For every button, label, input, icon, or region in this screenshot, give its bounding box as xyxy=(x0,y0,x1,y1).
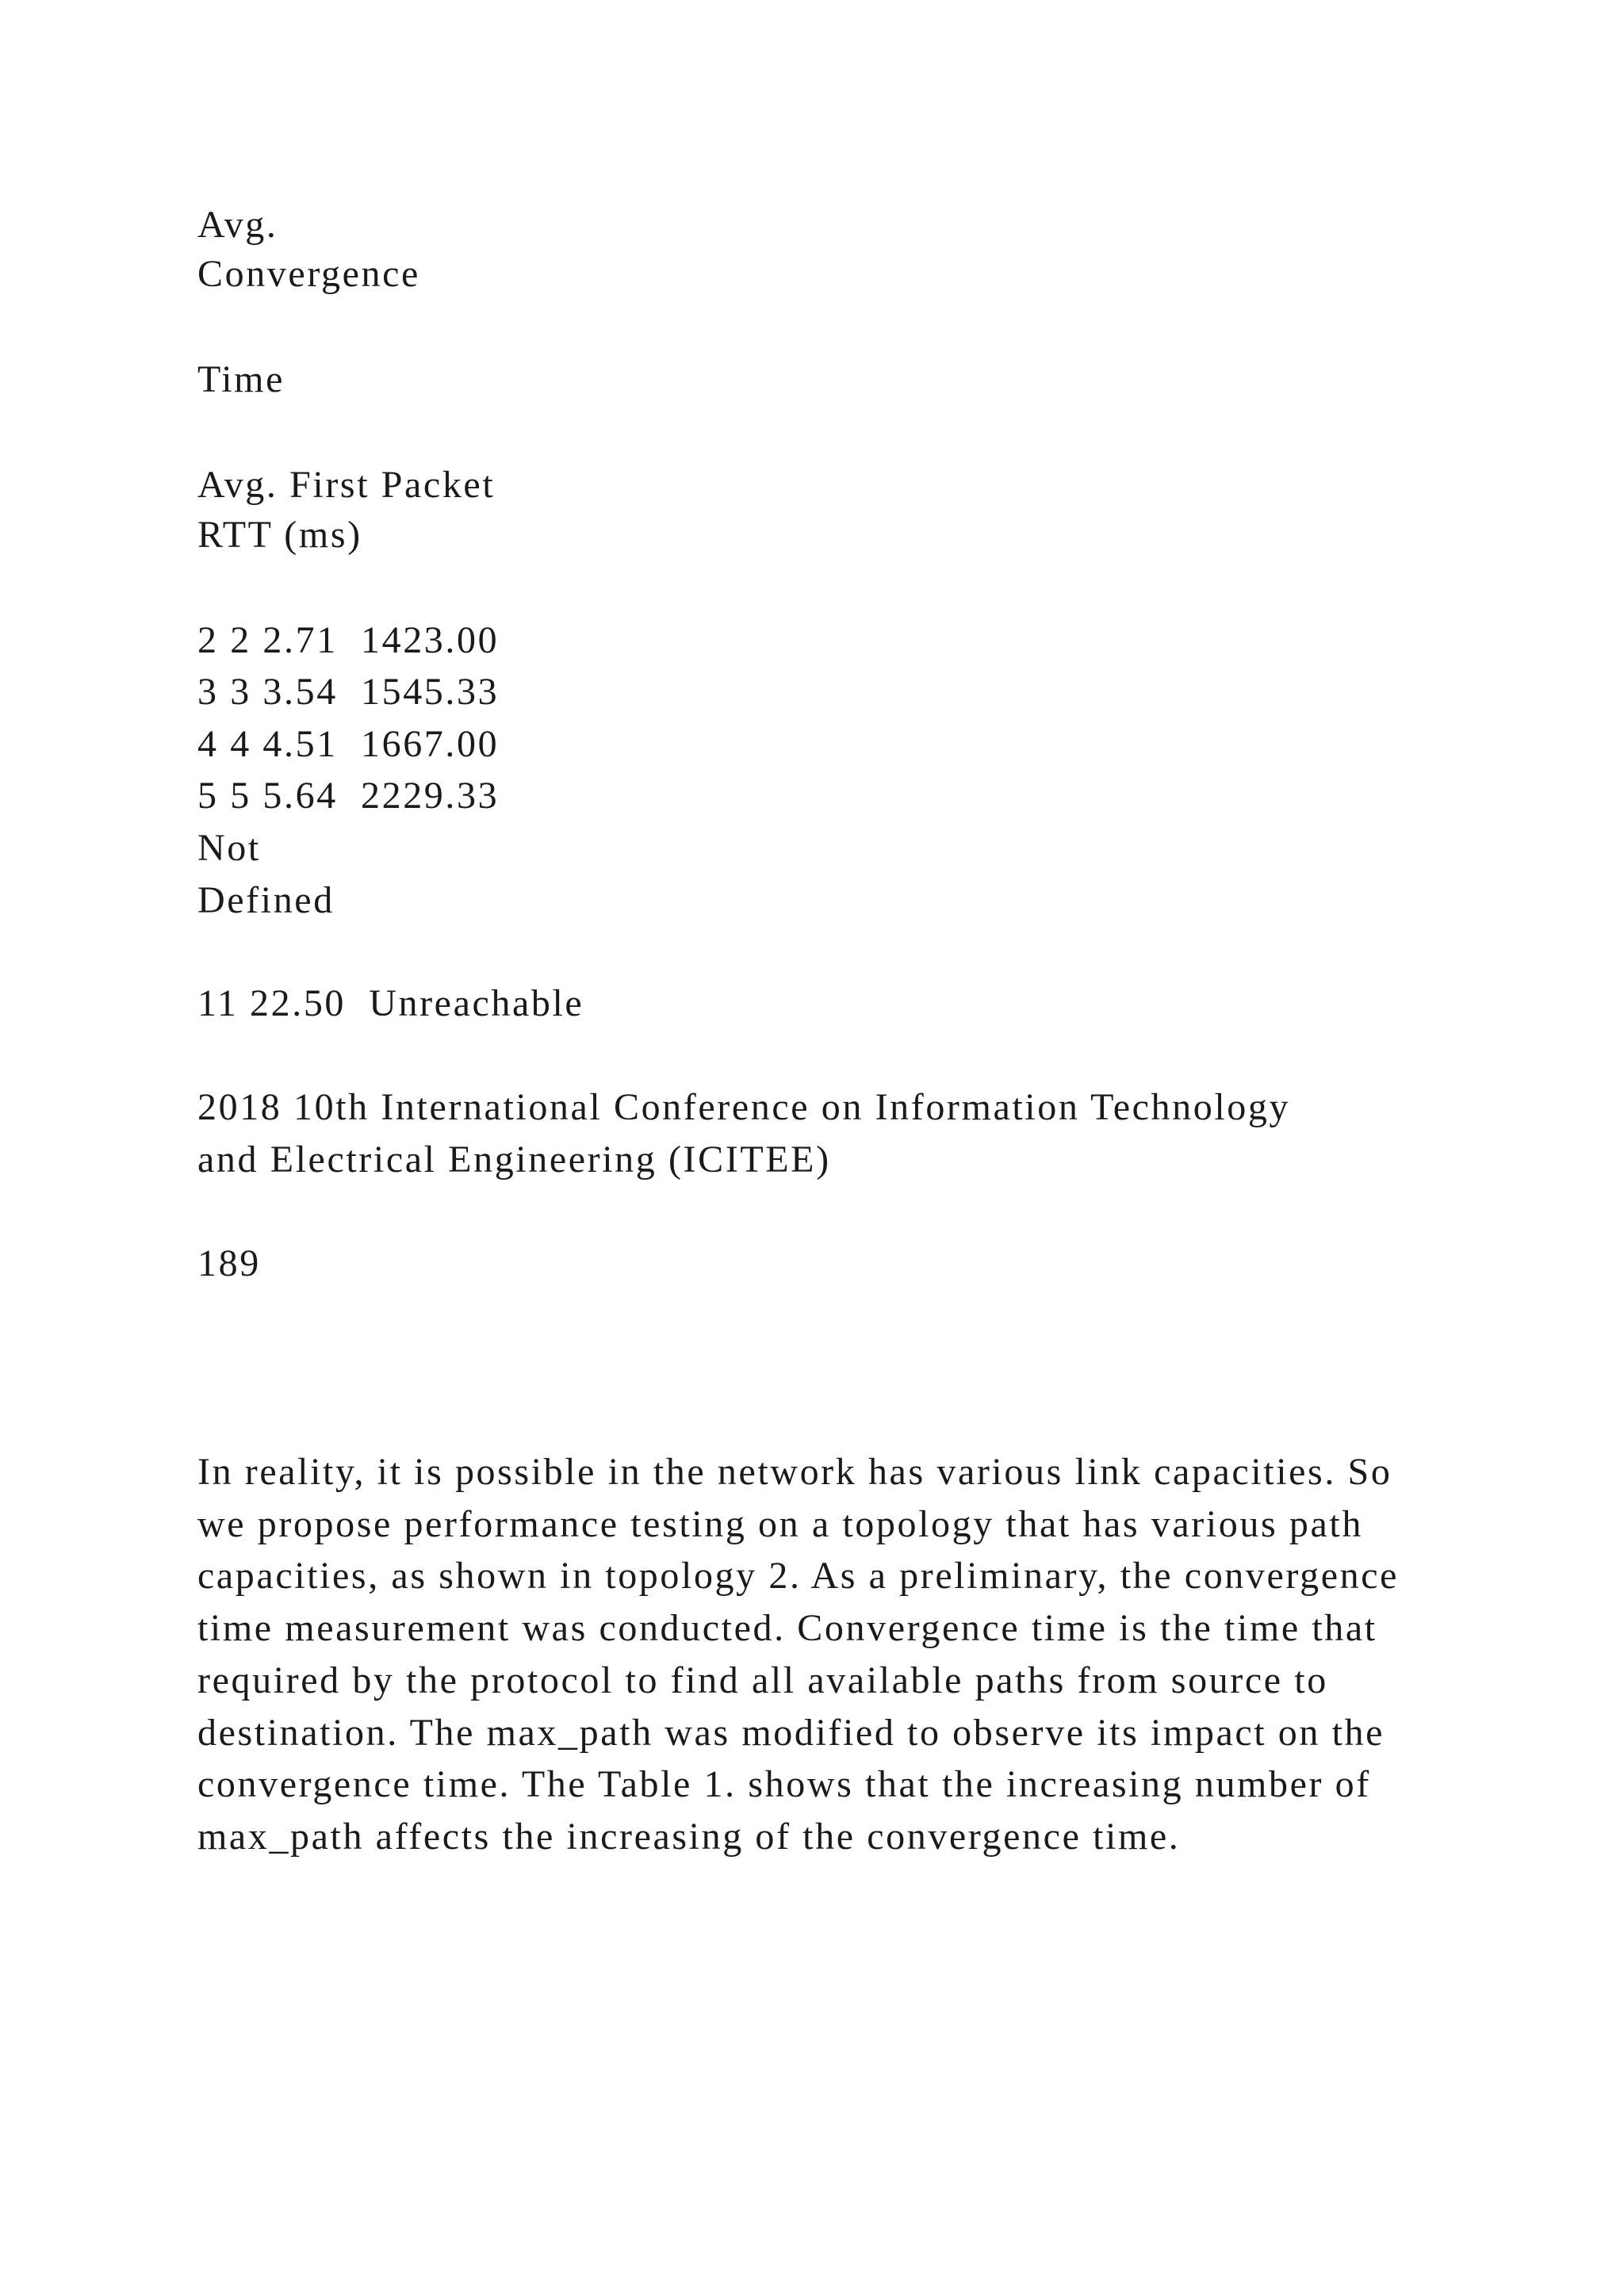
table-header-convergence: Convergence xyxy=(197,253,420,295)
body-paragraph: In reality, it is possible in the network has various link capacities. So we propose performance testing on a topology that has various path capacities, as shown in topology 2. As a preliminary, the convergence time measurement was conducted. Convergence time is the time that required by the protocol to find all available paths from source to destination. The max_path was modified to observe its impact on the convergence time. The Table 1. shows that the increasing number of max_path affects the increasing of the convergence time. xyxy=(197,1451,1400,1858)
table-header-first-packet: Avg. First Packet xyxy=(197,464,496,506)
table-row: 5 5 5.64 2229.33 xyxy=(197,775,500,817)
conference-title-line-1: 2018 10th International Conference on Information Technology xyxy=(197,1086,1291,1128)
table-row: 3 3 3.54 1545.33 xyxy=(197,671,500,713)
table-header-avg-convergence: Avg. xyxy=(197,204,278,246)
table-row: 2 2 2.71 1423.00 xyxy=(197,619,500,661)
table-header-rtt: RTT (ms) xyxy=(197,514,362,556)
table-row: 4 4 4.51 1667.00 xyxy=(197,723,500,765)
table-header-time: Time xyxy=(197,358,285,400)
table-row-defined: Defined xyxy=(197,879,335,921)
table-row-not: Not xyxy=(197,827,261,869)
conference-title-line-2: and Electrical Engineering (ICITEE) xyxy=(197,1138,831,1181)
table-row-unreachable: 11 22.50 Unreachable xyxy=(197,982,584,1024)
page-number: 189 xyxy=(197,1242,261,1284)
